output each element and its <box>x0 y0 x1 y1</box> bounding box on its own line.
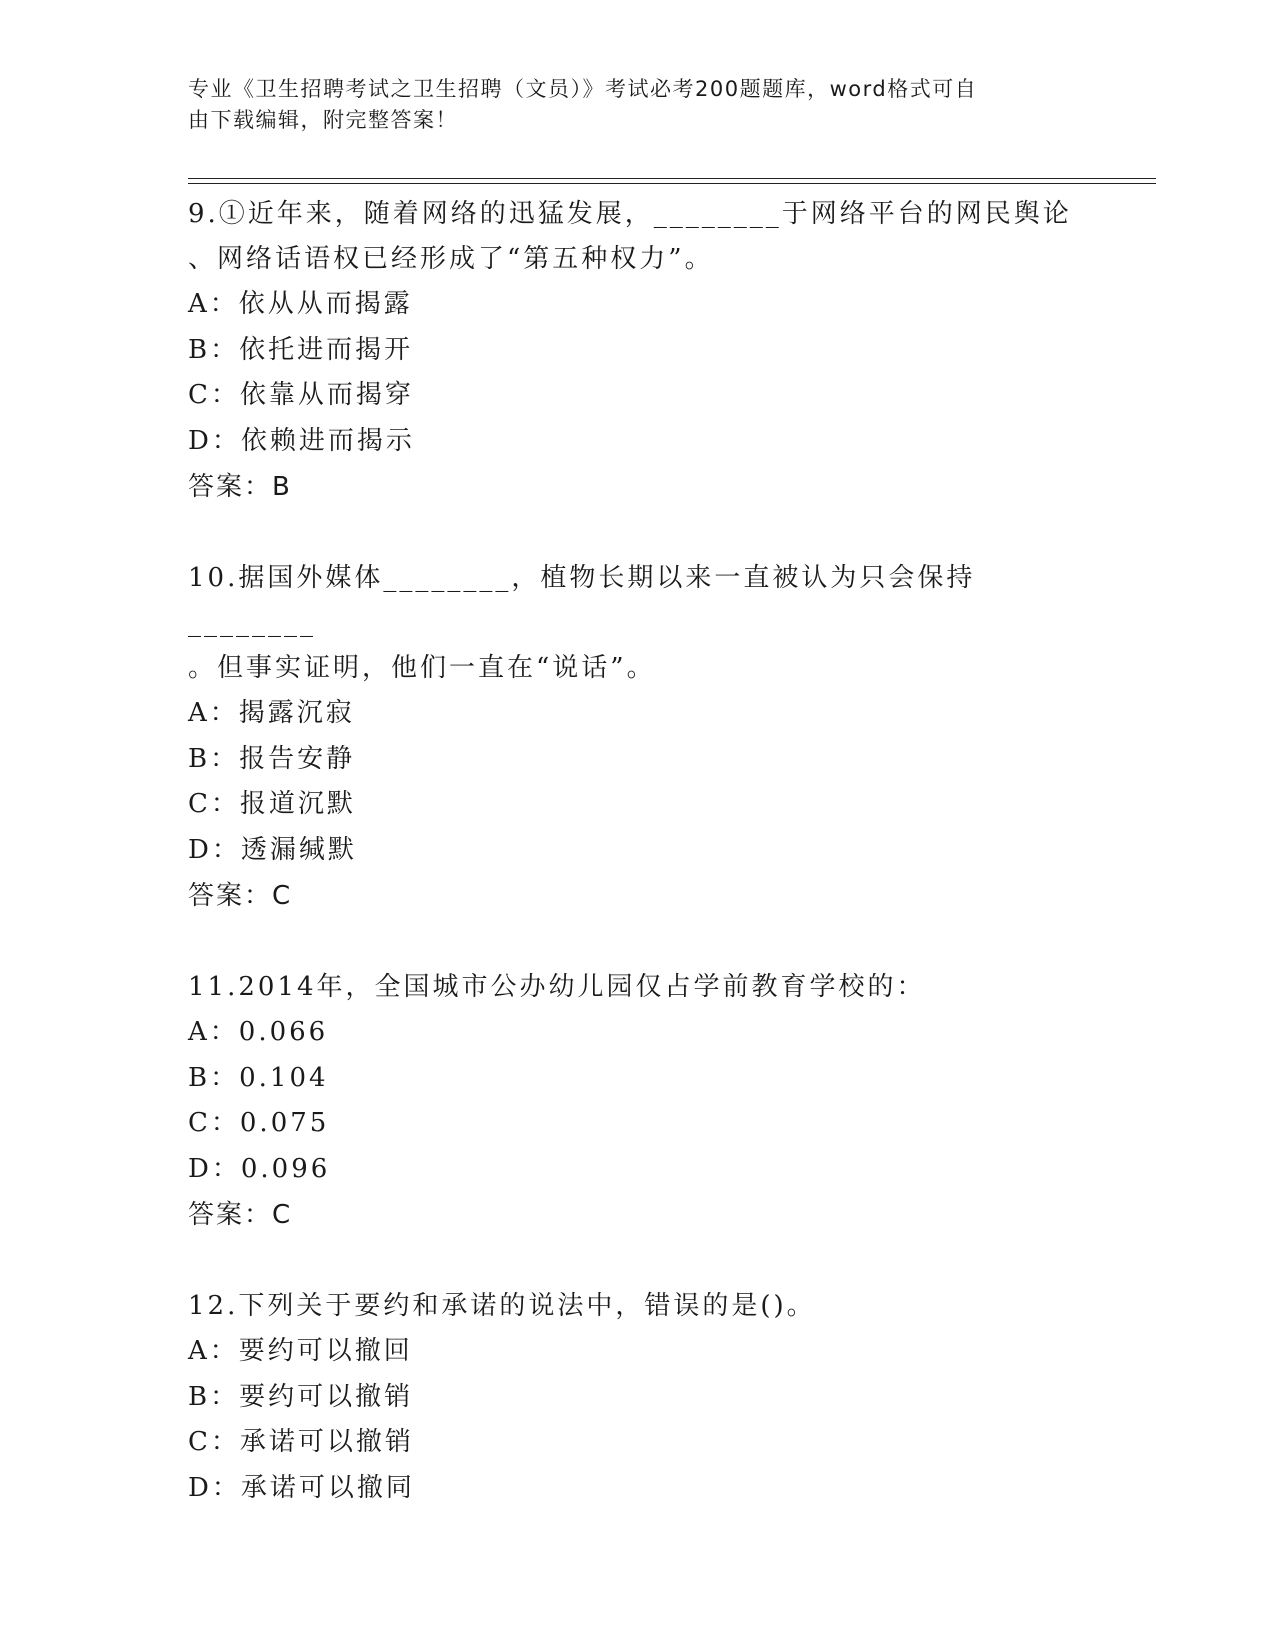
option-b: B：报告安静 <box>188 743 356 774</box>
question-list <box>188 192 1088 1557</box>
question-9 <box>188 192 1088 510</box>
question-stem-line-1: 9.①近年来，随着网络的迅猛发展，________于网络平台的网民舆论 <box>188 199 1072 229</box>
answer-line: 答案：B <box>188 472 292 502</box>
question-stem-line-2: 。但事实证明，他们一直在“说话”。 <box>188 653 656 683</box>
answer-line: 答案：C <box>188 881 293 911</box>
question-11 <box>188 965 1088 1238</box>
option-b: B：依托进而揭开 <box>188 334 414 365</box>
option-a: A：要约可以撤回 <box>188 1336 413 1366</box>
header-line-2: 由下载编辑，附完整答案！ <box>188 108 458 132</box>
option-a: A：0.066 <box>188 1017 329 1047</box>
option-d: D：依赖进而揭示 <box>188 425 415 456</box>
question-stem-line-1: 12.下列关于要约和承诺的说法中，错误的是()。 <box>188 1291 816 1321</box>
option-a: A：依从从而揭露 <box>188 289 413 319</box>
option-b: B：0.104 <box>188 1062 329 1093</box>
option-c: C：报道沉默 <box>188 789 356 819</box>
question-12 <box>188 1284 1088 1511</box>
question-stem-line-1: 11.2014年，全国城市公办幼儿园仅占学前教育学校的： <box>188 972 926 1002</box>
header-line-1: 专业《卫生招聘考试之卫生招聘（文员）》考试必考200题题库，word格式可自 <box>188 77 978 101</box>
question-10 <box>188 556 1088 919</box>
option-d: D：透漏缄默 <box>188 834 357 865</box>
option-b: B：要约可以撤销 <box>188 1381 414 1412</box>
option-c: C：承诺可以撤销 <box>188 1427 414 1457</box>
option-c: C：依靠从而揭穿 <box>188 380 414 410</box>
header-divider-bottom <box>188 183 1156 184</box>
option-d: D：0.096 <box>188 1153 331 1184</box>
question-stem-line-2: 、网络话语权已经形成了“第五种权力”。 <box>188 244 714 274</box>
option-d: D：承诺可以撤同 <box>188 1472 415 1503</box>
answer-line: 答案：C <box>188 1200 293 1230</box>
document-header <box>188 74 1078 136</box>
question-stem-line-1: 10.据国外媒体________，植物长期以来一直被认为只会保持________ <box>188 563 976 638</box>
option-c: C：0.075 <box>188 1108 330 1138</box>
option-a: A：揭露沉寂 <box>188 698 355 728</box>
header-divider-top <box>188 178 1156 179</box>
